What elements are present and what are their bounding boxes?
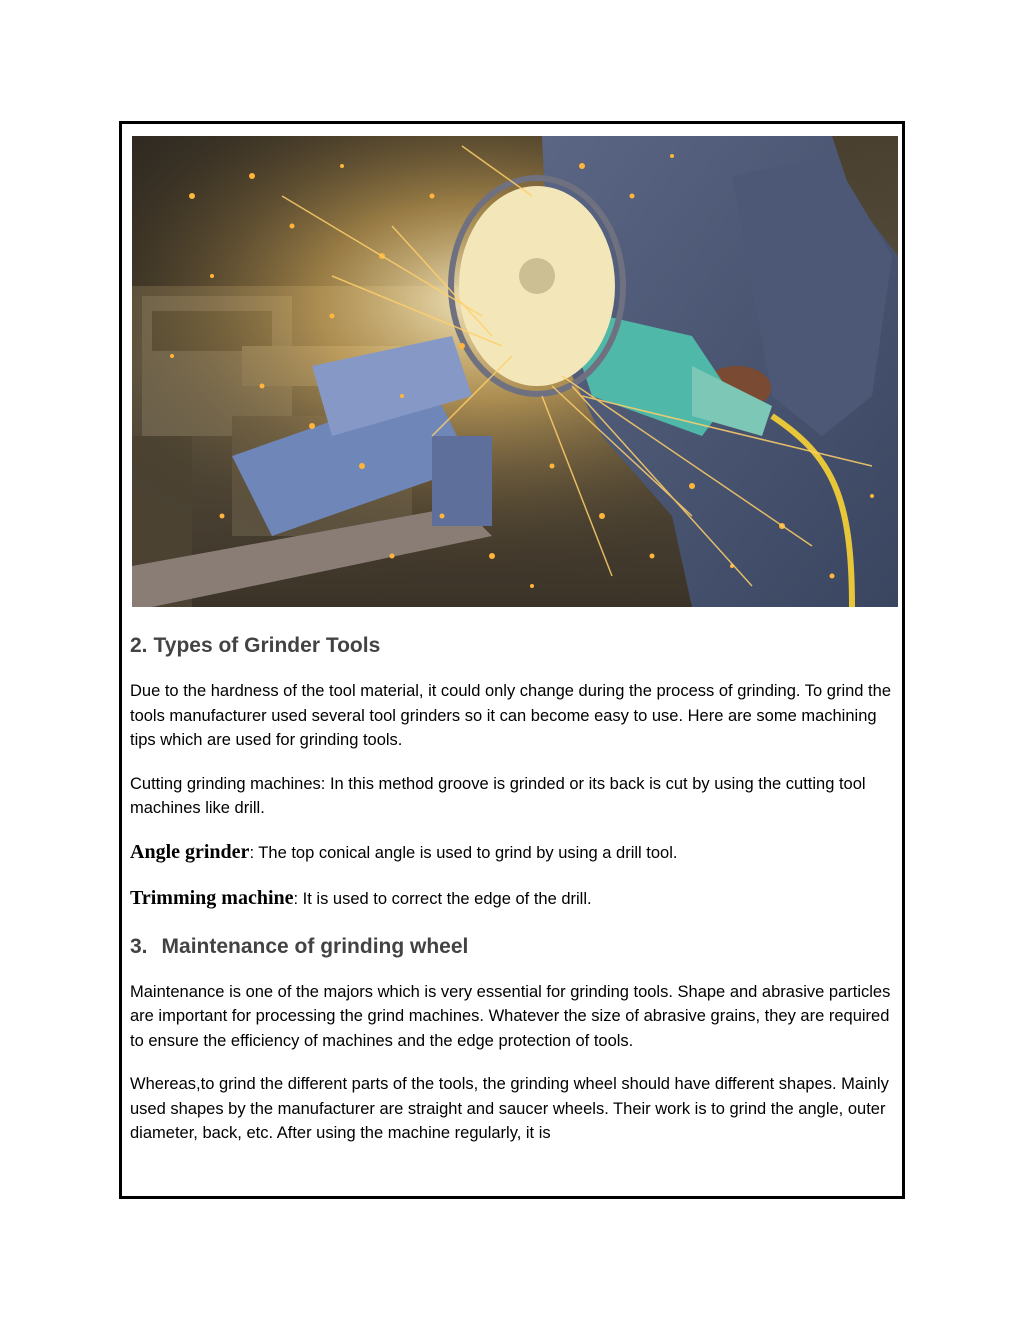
- section-2-title: Types of Grinder Tools: [153, 634, 381, 657]
- article-content: [130, 629, 896, 1146]
- angle-grinder-term: Angle grinder: [130, 840, 250, 863]
- trimming-machine-description: : It is used to correct the edge of the drill.: [293, 890, 592, 908]
- grinder-photo-illustration: [132, 136, 898, 607]
- section-3-number: 3.: [130, 934, 148, 958]
- section-3-title: Maintenance of grinding wheel: [161, 934, 469, 958]
- section-3-paragraph-1: Maintenance is one of the majors which is very essential for grinding tools. Shape and abrasive particles are important for processing the grind machines. Whatever the size of abrasive grains, they are required to ensure the efficiency of machines and the edge protection of tools.: [130, 982, 891, 1050]
- angle-grinder-paragraph: [130, 840, 896, 866]
- grinder-photo: [132, 136, 898, 607]
- cutting-machines-paragraph: Cutting grinding machines: In this method groove is grinded or its back is cut by using the cutting tool machines like drill.: [130, 774, 866, 817]
- section-3-paragraph-2: Whereas,to grind the different parts of the tools, the grinding wheel should have different shapes. Mainly used shapes by the manufacturer are straight and saucer wheels. Their work is to grind the angle, outer diameter, back, etc. After using the machine regularly, it is: [130, 1075, 889, 1142]
- section-2-intro: Due to the hardness of the tool material, it could only change during the process of grinding. To grind the tools manufacturer used several tool grinders so it can become easy to use. Here are some machining tips which are used for grinding tools.: [130, 682, 891, 749]
- page-frame: [119, 121, 905, 1199]
- trimming-machine-term: Trimming machine: [130, 887, 294, 909]
- angle-grinder-description: : The top conical angle is used to grind by using a drill tool.: [249, 843, 678, 862]
- trimming-machine-paragraph: [130, 886, 896, 912]
- section-3-heading: [130, 930, 896, 964]
- section-2-number: 2.: [130, 634, 148, 657]
- section-2-heading: [130, 629, 896, 663]
